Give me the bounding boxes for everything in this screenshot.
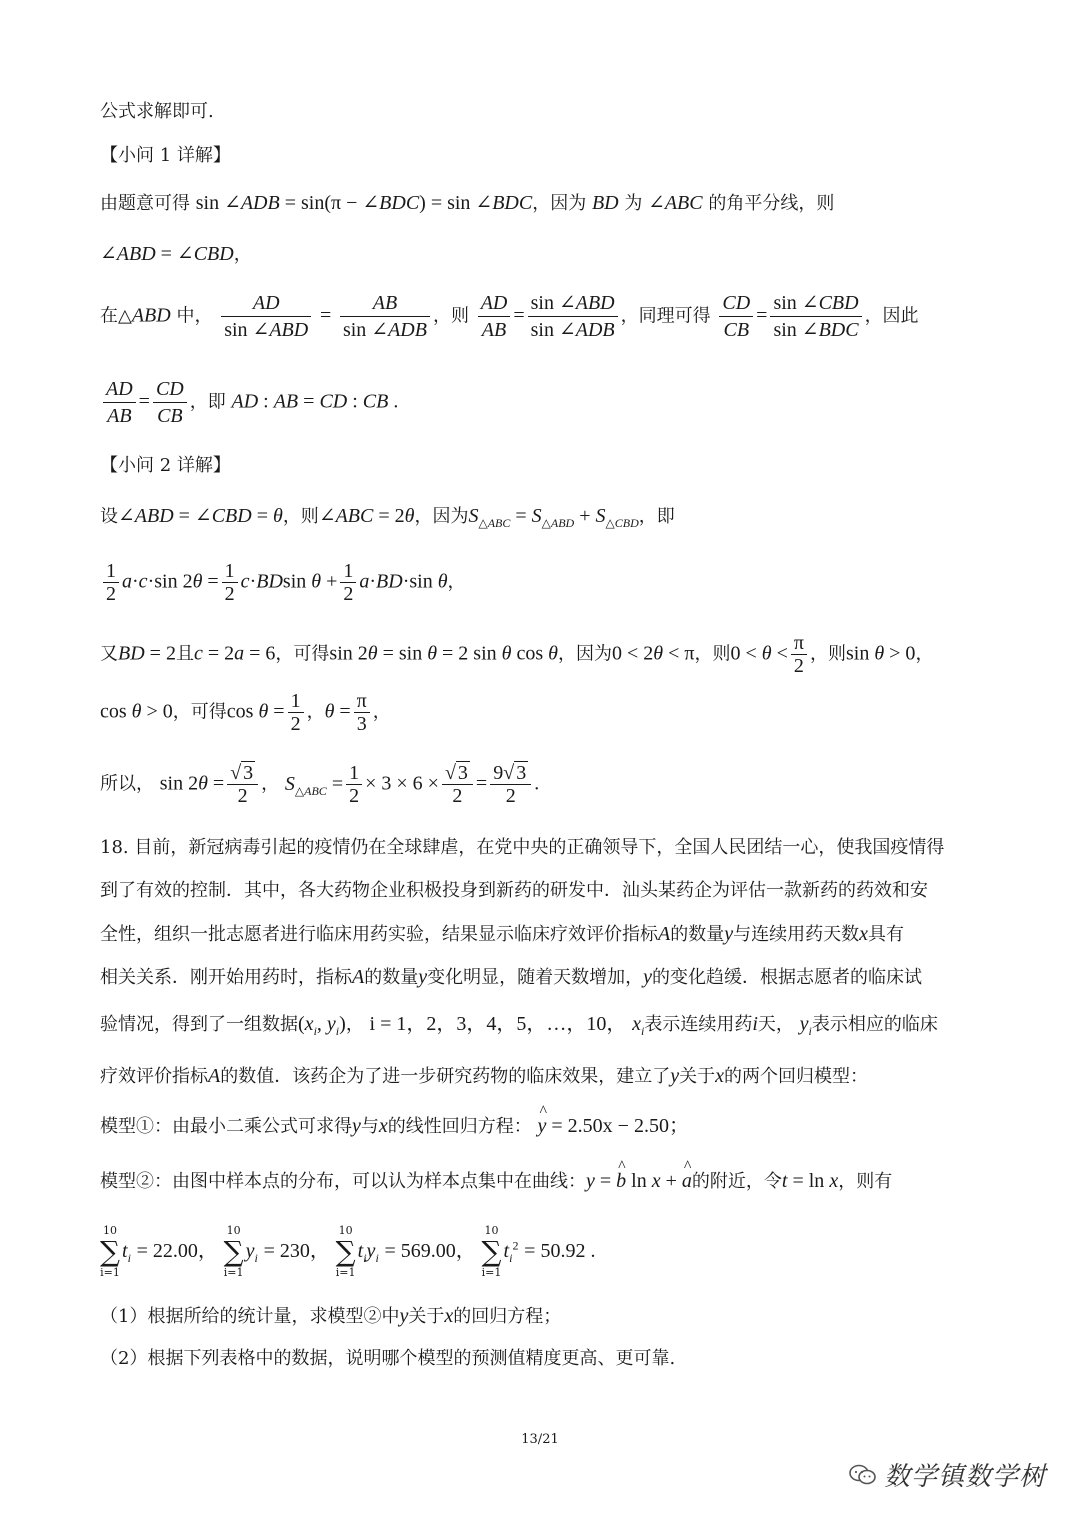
text: ，则 — [282, 506, 319, 527]
text: ，则 — [694, 643, 731, 665]
fraction: $\frac{AD}{AB}$ — [478, 290, 511, 343]
text: 疗效评价指标 — [100, 1066, 208, 1087]
sigma: 10 ∑ i=1 — [100, 1224, 120, 1279]
text: ， — [345, 1014, 364, 1035]
text: 【小问 1 详解】 — [100, 145, 231, 166]
text: ，即 — [638, 506, 675, 527]
text-line — [100, 189, 1000, 218]
text: 公式求解即可. — [100, 101, 214, 122]
text: 的角平分线，则 — [708, 193, 835, 214]
fraction: $\frac{CD}{CB}$ — [153, 376, 187, 429]
text: 由题意可得 — [100, 193, 190, 214]
formula: BD — [591, 192, 619, 214]
formula: = 50.92 . — [524, 1240, 596, 1262]
text: 与连续用药天数 — [733, 924, 860, 945]
text: 到了有效的控制．其中，各大药物企业积极投身到新药的研发中．汕头某药企为评估一款新药的药效和安 — [100, 880, 928, 901]
formula: = 2.50x − 2.50； — [551, 1115, 689, 1137]
formula: = 22.00， — [136, 1240, 218, 1262]
formula: AD : AB = CD : CB . — [231, 390, 399, 413]
text: 设 — [100, 506, 118, 527]
problem-18-line-3: 全性，组织一批志愿者进行临床用药实验，结果显示临床疗效评价指标A的数量y与连续用药天数x具有 — [100, 923, 904, 945]
text: 模型①：由最小二乘公式可求得 — [100, 1116, 352, 1137]
fraction: $\frac{AB}{\text{sin ∠ADB}}$ — [340, 290, 430, 343]
problem-18-line-2 — [100, 877, 1000, 905]
problem-18-line-6: 疗效评价指标A的数值．该药企为了进一步研究药物的临床效果，建立了y关于x的两个回归模型： — [100, 1065, 868, 1087]
text-line: ∠ABD = ∠CBD， — [100, 243, 252, 265]
watermark-text: 数学镇数学树 — [884, 1462, 1047, 1492]
text: 关于 — [408, 1306, 445, 1327]
formula: 0 < 2θ < π — [611, 642, 695, 665]
text: ，则 — [432, 305, 469, 327]
text: 的数量 — [364, 967, 419, 988]
text: 的数值．该药企为了进一步研究药物的临床效果，建立了 — [220, 1066, 671, 1087]
watermark — [848, 1456, 1046, 1493]
formula: cos θ > 0 — [100, 700, 173, 723]
sums-line: 10 ∑ i=1 $t_i = 22.00$， 10 ∑ i=1 $y_i = 230$， 10 ∑ i=1 $t_iy_i = 569.00$， 10 ∑ i=1 $t_i^2 = 50.92$ . — [100, 1224, 596, 1279]
text: 与 — [360, 1116, 379, 1137]
text-line: $\frac{AD}{AB}$ = $\frac{CD}{CB}$ ，即 AD : AB = CD : CB . — [100, 376, 1000, 429]
formula: $S_{\triangle ABC} = S_{\triangle ABD} + S_{\triangle CBD}$ — [468, 505, 639, 530]
formula: = 230， — [263, 1240, 330, 1262]
text: 且 — [175, 643, 194, 665]
problem-18-line-4: 相关关系．刚开始用药时，指标A的数量y变化明显，随着天数增加，y的变化趋缓．根据志愿者的临床试 — [100, 966, 922, 988]
text-line: 在△ABD 中， $\frac{AD}{\text{sin ∠ABD}}$ = $\frac{AB}{\text{sin ∠ADB}}$ ，则 $\frac{AD}{AB}$ = $\frac{\text{sin ∠ABD}}{\text{sin ∠ADB}}$ ，同理可得 $\frac{CD}{CB}$ = $\frac{\text{sin ∠CBD}}{\text{sin ∠BDC}}$ ，因此 — [100, 292, 919, 341]
formula: 0 < θ < — [730, 642, 788, 665]
text: ，因为 — [532, 193, 587, 214]
text: 的两个回归模型： — [724, 1066, 868, 1087]
fraction: $\frac{\text{sin ∠ABD}}{\text{sin ∠ADB}}$ — [528, 290, 618, 343]
text: 在△ — [100, 305, 132, 327]
text: ，则有 — [838, 1171, 893, 1192]
sigma: 10 ∑ i=1 — [335, 1224, 356, 1279]
model-1-line: 模型①：由最小二乘公式可求得y与x的线性回归方程： ^ y = 2.50x − 2.50； — [100, 1112, 1000, 1141]
section-heading-2 — [100, 452, 1000, 480]
formula: c = 2a = 6 — [193, 642, 276, 665]
text: ，即 — [189, 391, 226, 413]
question-1: （1）根据所给的统计量，求模型②中y关于x的回归方程； — [100, 1305, 562, 1327]
text: 的线性回归方程： — [387, 1116, 532, 1137]
text: 的变化趋缓．根据志愿者的临床试 — [652, 967, 922, 988]
text-line — [100, 502, 1000, 537]
text: 相关关系．刚开始用药时，指标 — [100, 967, 352, 988]
text: 表示相应的临床 — [811, 1014, 938, 1035]
formula: ∠ABC — [648, 192, 703, 214]
text-line: 又BD = 2且c = 2a = 6，可得sin 2θ = sin θ = 2 sin θ cos θ，因为0 < 2θ < π，则0 < θ < $\frac{\pi}{2}$ ，则sin θ > 0， — [100, 632, 934, 677]
text: 【小问 2 详解】 — [100, 455, 231, 476]
text: 验情况，得到了一组数据 — [100, 1014, 298, 1035]
text: 的数量 — [670, 924, 725, 945]
text: ，可得 — [172, 701, 227, 723]
text-line — [100, 98, 1000, 126]
problem-18-line-1 — [100, 834, 1000, 862]
text: 的回归方程； — [453, 1306, 562, 1327]
formula: ∠ABD = ∠CBD — [100, 243, 234, 265]
formula: sin 2θ = sin θ = 2 sin θ cos θ — [329, 642, 558, 665]
model-2-line: 模型②：由图中样本点的分布，可以认为样本点集中在曲线：y = ^ b ln x + ^ a的附近，令t = ln x，则有 — [100, 1167, 1000, 1196]
text: 表示连续用药 — [644, 1014, 753, 1035]
text-line: cos θ > 0，可得cos θ = $\frac{1}{2}$ ，θ = $\frac{\pi}{3}$ ， — [100, 690, 391, 735]
text: ，则 — [809, 643, 846, 665]
text: （2）根据下列表格中的数据，说明哪个模型的预测值精度更高、更可靠. — [100, 1348, 676, 1369]
text: 模型②：由图中样本点的分布，可以认为样本点集中在曲线： — [100, 1171, 586, 1192]
formula: ∠ABD = ∠CBD = θ — [118, 505, 283, 527]
fraction: $\frac{AD}{AB}$ — [103, 376, 136, 429]
sigma: 10 ∑ i=1 — [223, 1224, 244, 1279]
question-2 — [100, 1345, 1000, 1373]
text: ，同理可得 — [620, 305, 711, 327]
problem-18-line-5: 验情况，得到了一组数据($x_i$, $y_i$)， i = 1，2，3，4，5，…，10， $x_i$表示连续用药i天， $y_i$表示相应的临床 — [100, 1013, 938, 1038]
text: 为 — [624, 193, 643, 214]
text: 18. 目前，新冠病毒引起的疫情仍在全球肆虐，在党中央的正确领导下，全国人民团结一心，使我国疫情得 — [100, 837, 945, 858]
formula: sin ∠ADB = sin(π − ∠BDC) = sin ∠BDC — [195, 192, 533, 214]
page-number: 13/21 — [521, 1432, 559, 1447]
text: 的附近，令 — [691, 1171, 782, 1192]
fraction: $\frac{\text{sin ∠CBD}}{\text{sin ∠BDC}}$ — [770, 290, 861, 343]
text: ，因此 — [864, 305, 919, 327]
text: 又 — [100, 643, 118, 665]
text-line: 所以， sin 2θ = $\frac{√ 3}{2}$ ， $S_{\triangle ABC}$ = $\frac{1}{2}$ × 3 × 6 × $\frac{√ 3}{2}$ = $\frac{9√ 3}{2}$ . — [100, 762, 540, 807]
formula: ∠ABC = 2θ — [318, 505, 415, 527]
sigma: 10 ∑ i=1 — [481, 1224, 502, 1279]
text: 所以， — [100, 773, 154, 795]
text: 具有 — [868, 924, 904, 945]
formula: sin θ > 0 — [845, 642, 916, 665]
section-heading-1 — [100, 142, 1000, 170]
text: 变化明显，随着天数增加， — [427, 967, 644, 988]
text-line: $\frac{1}{2}$ a·c·sin 2θ = $\frac{1}{2}$ c·BDsin θ + $\frac{1}{2}$ a·BD·sin θ， — [100, 560, 1000, 605]
formula: = 569.00， — [384, 1240, 476, 1262]
text: ，因为 — [557, 643, 612, 665]
text: 全性，组织一批志愿者进行临床用药实验，结果显示临床疗效评价指标 — [100, 924, 658, 945]
text: 中， — [176, 305, 213, 327]
text: 关于 — [679, 1066, 716, 1087]
fraction: $\frac{AD}{\text{sin ∠ABD}}$ — [221, 290, 311, 343]
wechat-icon — [848, 1463, 878, 1487]
text: ，因为 — [414, 506, 469, 527]
formula: BD = 2 — [118, 642, 176, 665]
text: 天， — [757, 1014, 794, 1035]
text: （1）根据所给的统计量，求模型②中 — [100, 1306, 400, 1327]
fraction: $\frac{CD}{CB}$ — [719, 290, 753, 343]
text: ，可得 — [275, 643, 330, 665]
formula: i = 1，2，3，4，5，…，10， — [369, 1013, 627, 1035]
